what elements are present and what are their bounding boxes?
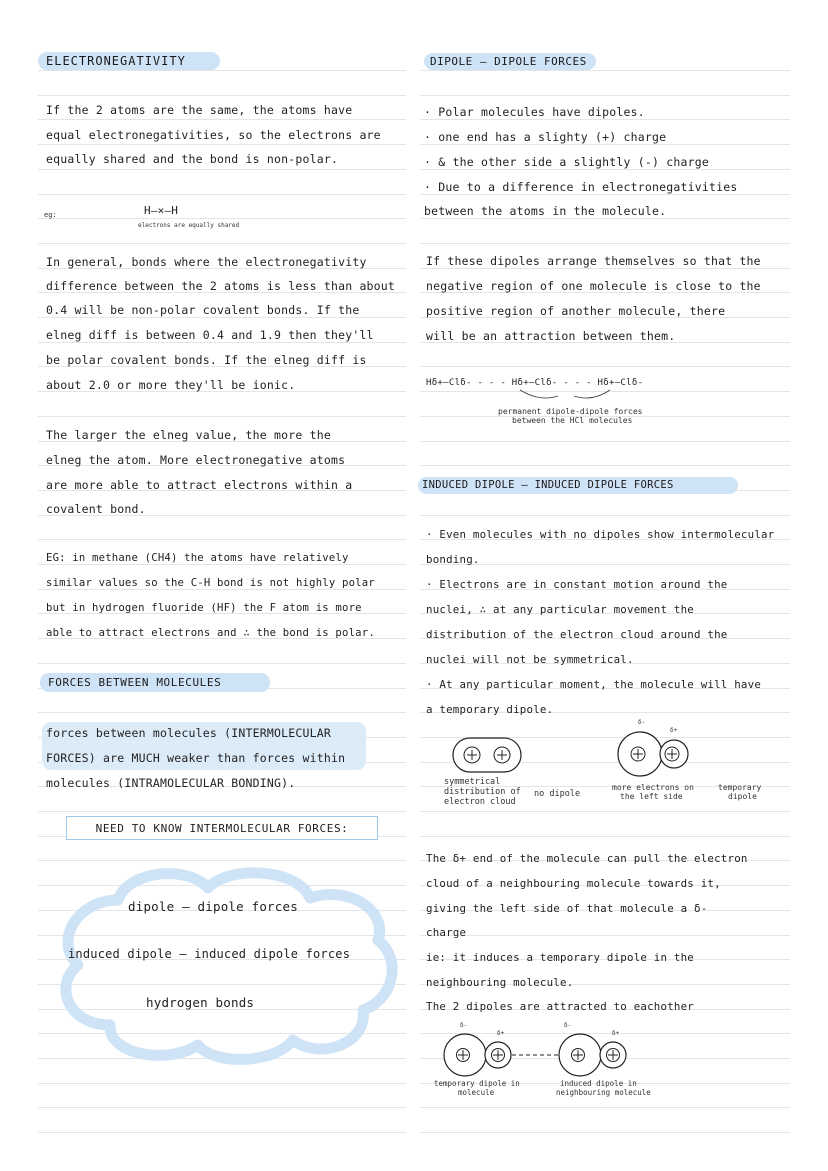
ruled-line bbox=[38, 1107, 406, 1108]
i2-line-6: The 2 dipoles are attracted to eachother bbox=[426, 1000, 695, 1013]
i1-line-6: · At any particular moment, the molecule will have bbox=[426, 678, 762, 691]
p2-line-5: about 2.0 or more they'll be ionic. bbox=[46, 378, 296, 392]
i1-line-2: · Electrons are in constant motion around the bbox=[426, 578, 728, 591]
temporary-dipole-molecule-icon bbox=[614, 730, 694, 778]
p2-line-0: In general, bonds where the electronegativity bbox=[46, 255, 367, 269]
temporary-dipole-1: dipole bbox=[728, 792, 757, 801]
ruled-line bbox=[420, 935, 790, 936]
ruled-line bbox=[38, 317, 406, 318]
p4-line-3: able to attract electrons and ∴ the bond is polar. bbox=[46, 627, 375, 639]
induced-dipole-neighbour-1: neighbouring molecule bbox=[556, 1088, 651, 1097]
p3-line-0: The larger the elneg value, the more the bbox=[46, 428, 331, 442]
p5-line-0: forces between molecules (INTERMOLECULAR bbox=[46, 726, 331, 740]
ruled-line bbox=[420, 1107, 790, 1108]
d2-line-1: negative region of one molecule is close to the bbox=[426, 279, 761, 293]
d1-line-2: · & the other side a slightly (-) charge bbox=[424, 155, 709, 169]
i2-line-5: neighbouring molecule. bbox=[426, 976, 574, 989]
hcl-caption-0: permanent dipole-dipole forces bbox=[498, 407, 643, 416]
ruled-line bbox=[38, 169, 406, 170]
p2-line-3: elneg diff is between 0.4 and 1.9 then they'll bbox=[46, 328, 374, 342]
eg-label: eg: bbox=[44, 211, 57, 219]
induced-title: INDUCED DIPOLE — INDUCED DIPOLE FORCES bbox=[422, 479, 674, 491]
i2-line-4: ie: it induces a temporary dipole in the bbox=[426, 951, 695, 964]
d1-line-3: · Due to a difference in electronegativities bbox=[424, 180, 738, 194]
p4-line-0: EG: in methane (CH4) the atoms have relatively bbox=[46, 552, 349, 564]
ruled-line bbox=[38, 811, 406, 812]
ruled-line bbox=[420, 811, 790, 812]
d1-line-1: · one end has a slighty (+) charge bbox=[424, 130, 667, 144]
pair-delta-plus-1: δ+ bbox=[497, 1030, 505, 1037]
hcl-caption-1: between the HCl molecules bbox=[512, 416, 633, 425]
ruled-line bbox=[38, 144, 406, 145]
p2-line-4: be polar covalent bonds. If the elneg diff is bbox=[46, 353, 367, 367]
d1-line-4: between the atoms in the molecule. bbox=[424, 204, 667, 218]
p3-line-1: elneg the atom. More electronegative atoms bbox=[46, 453, 346, 467]
i2-line-0: The δ+ end of the molecule can pull the electron bbox=[426, 852, 748, 865]
p3-line-3: covalent bond. bbox=[46, 502, 146, 516]
temp-delta-minus: δ- bbox=[638, 719, 646, 726]
i1-line-3: nuclei, ∴ at any particular movement the bbox=[426, 603, 695, 616]
electronegativity-title: ELECTRONEGATIVITY bbox=[46, 54, 186, 68]
i1-line-0: · Even molecules with no dipoles show intermolecular bbox=[426, 528, 775, 541]
p5-line-2: molecules (INTRAMOLECULAR BONDING). bbox=[46, 776, 296, 790]
pair-delta-plus-2: δ+ bbox=[612, 1030, 620, 1037]
ruled-line bbox=[420, 95, 790, 96]
ruled-line bbox=[420, 144, 790, 145]
cloud-item-induced: induced dipole — induced dipole forces bbox=[68, 947, 351, 961]
ruled-line bbox=[38, 1083, 406, 1084]
ruled-line bbox=[420, 515, 790, 516]
ruled-line bbox=[38, 218, 406, 219]
ruled-line bbox=[38, 539, 406, 540]
ruled-line bbox=[38, 70, 406, 71]
sym-caption-1: distribution of bbox=[444, 787, 521, 797]
need-to-know-box: NEED TO KNOW INTERMOLECULAR FORCES: bbox=[66, 816, 378, 840]
temp-delta-plus: δ+ bbox=[670, 727, 678, 734]
p5-line-1: FORCES) are MUCH weaker than forces within bbox=[46, 751, 346, 765]
i1-line-7: a temporary dipole. bbox=[426, 703, 554, 716]
i2-line-3: charge bbox=[426, 926, 467, 939]
ruled-line bbox=[38, 416, 406, 417]
ruled-line bbox=[420, 243, 790, 244]
sym-caption-0: symmetrical bbox=[444, 777, 501, 787]
eg-formula: H—×—H bbox=[144, 204, 179, 217]
ruled-line bbox=[38, 564, 406, 565]
d2-line-2: positive region of another molecule, there bbox=[426, 304, 726, 318]
hcl-arrows bbox=[500, 388, 630, 404]
temporary-dipole-0: temporary bbox=[718, 783, 762, 792]
hcl-diagram: Hδ+—Clδ- - - - Hδ+—Clδ- - - - Hδ+—Clδ- bbox=[426, 378, 644, 388]
i1-line-4: distribution of the electron cloud around the bbox=[426, 628, 728, 641]
eg-caption: electrons are equally shared bbox=[138, 222, 240, 229]
temp-dipole-in-molecule-1: molecule bbox=[458, 1088, 495, 1097]
ruled-line bbox=[420, 70, 790, 71]
ruled-line bbox=[420, 465, 790, 466]
p3-line-2: are more able to attract electrons within a bbox=[46, 478, 353, 492]
temp-dipole-in-molecule-0: temporary dipole in bbox=[434, 1079, 520, 1088]
ruled-line bbox=[420, 218, 790, 219]
sym-caption-2: electron cloud bbox=[444, 797, 516, 807]
induced-dipole-neighbour-0: induced dipole in bbox=[560, 1079, 637, 1088]
i2-line-2: giving the left side of that molecule a δ- bbox=[426, 902, 708, 915]
d1-line-0: · Polar molecules have dipoles. bbox=[424, 105, 645, 119]
ruled-line bbox=[420, 441, 790, 442]
symmetrical-molecule-icon bbox=[452, 737, 522, 773]
no-dipole: no dipole bbox=[534, 789, 581, 799]
ruled-line bbox=[38, 119, 406, 120]
ruled-line bbox=[38, 1132, 406, 1133]
p1-line-1: equal electronegativities, so the electrons are bbox=[46, 128, 381, 142]
ruled-line bbox=[38, 712, 406, 713]
p1-line-2: equally shared and the bond is non-polar. bbox=[46, 152, 339, 166]
p2-line-2: 0.4 will be non-polar covalent bonds. If the bbox=[46, 303, 360, 317]
pair-delta-minus-2: δ- bbox=[564, 1022, 572, 1029]
more-electrons-1: the left side bbox=[620, 792, 683, 801]
i1-line-1: bonding. bbox=[426, 553, 480, 566]
cloud-shape bbox=[48, 860, 408, 1070]
i2-line-1: cloud of a neighbouring molecule towards it, bbox=[426, 877, 721, 890]
ruled-line bbox=[420, 836, 790, 837]
dipole-pair-icon bbox=[440, 1033, 640, 1079]
more-electrons-0: more electrons on bbox=[612, 783, 694, 792]
ruled-line bbox=[420, 119, 790, 120]
i1-line-5: nuclei will not be symmetrical. bbox=[426, 653, 634, 666]
pair-delta-minus-1: δ- bbox=[460, 1022, 468, 1029]
p4-line-2: but in hydrogen fluoride (HF) the F atom is more bbox=[46, 602, 362, 614]
dipole-title: DIPOLE — DIPOLE FORCES bbox=[430, 55, 587, 68]
ruled-line bbox=[420, 1132, 790, 1133]
p2-line-1: difference between the 2 atoms is less than about bbox=[46, 279, 396, 293]
forces-title: FORCES BETWEEN MOLECULES bbox=[48, 676, 222, 689]
d2-line-3: will be an attraction between them. bbox=[426, 329, 676, 343]
p1-line-0: If the 2 atoms are the same, the atoms have bbox=[46, 103, 353, 117]
ruled-line bbox=[420, 366, 790, 367]
cloud-item-dipole: dipole — dipole forces bbox=[128, 899, 298, 914]
d2-line-0: If these dipoles arrange themselves so that the bbox=[426, 254, 761, 268]
ruled-line bbox=[38, 194, 406, 195]
cloud-item-hydrogen: hydrogen bonds bbox=[146, 995, 255, 1010]
ruled-line bbox=[38, 243, 406, 244]
ruled-line bbox=[38, 95, 406, 96]
ruled-line bbox=[38, 663, 406, 664]
p4-line-1: similar values so the C-H bond is not highly polar bbox=[46, 577, 375, 589]
